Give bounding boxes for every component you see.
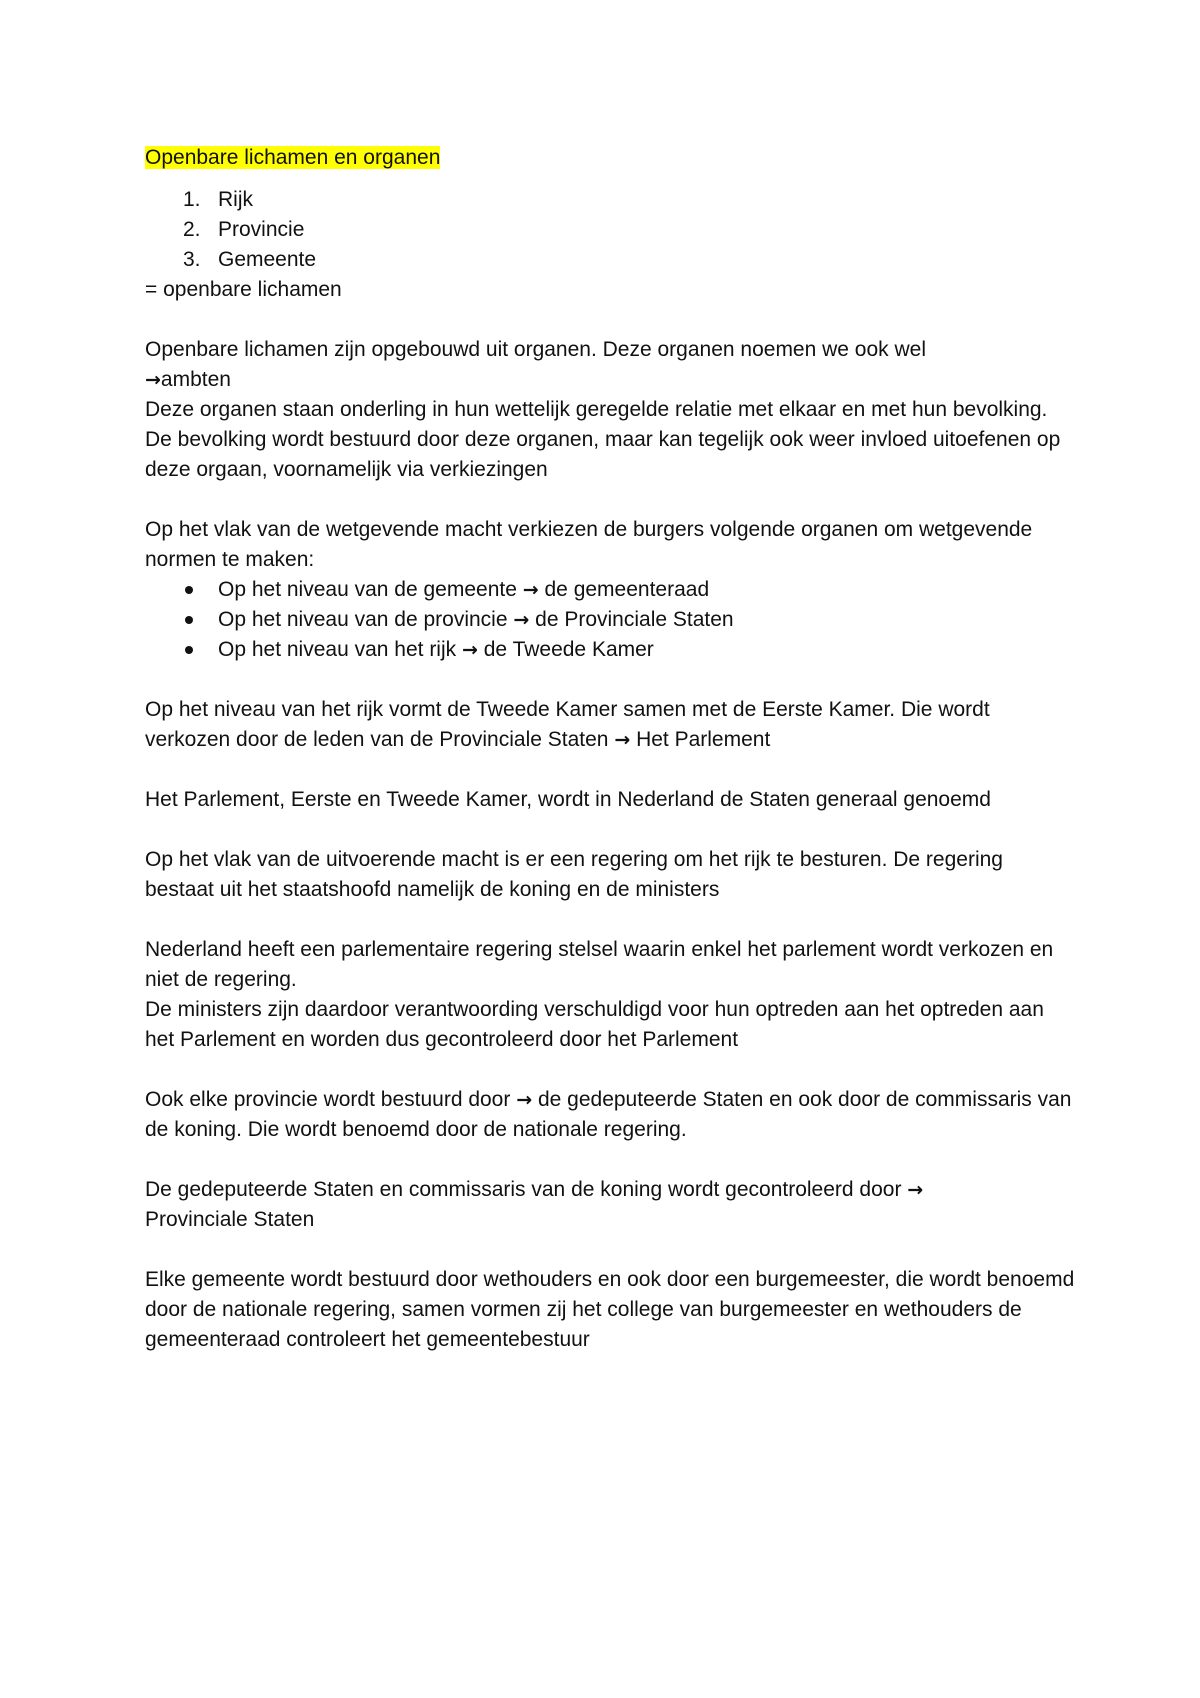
bullet-text: Op het niveau van de provincie — [218, 608, 508, 631]
paragraph-text: Ook elke provincie wordt bestuurd door — [145, 1088, 511, 1111]
paragraph-uitvoerende-macht: Op het vlak van de uitvoerende macht is er een regering om het rijk te besturen. De regering bestaat uit het staatshoofd namelijk de koning en de ministers — [145, 848, 1003, 901]
bullet-icon — [185, 616, 193, 624]
paragraph-text: de gedeputeerde Staten en ook door de commissaris van de koning. Die wordt benoemd door de nationale regering. — [145, 1088, 1072, 1141]
list-item — [145, 635, 1075, 665]
bullet-text: de gemeenteraad — [544, 578, 710, 601]
highlighted-title: Openbare lichamen en organen — [145, 146, 441, 169]
list-item — [145, 185, 1075, 215]
paragraph-text: Provinciale Staten — [145, 1208, 315, 1231]
list-number: 1. — [183, 188, 201, 211]
bullet-icon — [185, 646, 193, 654]
paragraph-regering-stelsel — [145, 935, 1075, 1055]
paragraph-provincie — [145, 1085, 1075, 1145]
arrow-icon: → — [614, 729, 631, 751]
bullet-text: Op het niveau van het rijk — [218, 638, 457, 661]
bullet-list — [145, 575, 1075, 665]
paragraph-text: De ministers zijn daardoor verantwoording verschuldigd voor hun optreden aan het optreden aan het Parlement en worden dus gecontroleerd door het Parlement — [145, 998, 1044, 1051]
arrow-icon: → — [907, 1179, 924, 1201]
arrow-icon: → — [145, 369, 161, 391]
numbered-list — [145, 185, 1075, 275]
paragraph-text: Het Parlement — [636, 728, 771, 751]
list-number: 2. — [183, 218, 201, 241]
paragraph-text: Op het niveau van het rijk vormt de Tweede Kamer samen met de Eerste Kamer. Die wordt verkozen door de leden van de Provinciale Staten — [145, 698, 990, 751]
list-item-text: Provincie — [218, 218, 305, 241]
list-item-text: Rijk — [218, 188, 253, 211]
arrow-icon: → — [522, 579, 539, 601]
paragraph-text: Nederland heeft een parlementaire regering stelsel waarin enkel het parlement wordt verkozen en niet de regering. — [145, 938, 1054, 991]
arrow-icon: → — [516, 1089, 533, 1111]
page-title — [145, 143, 1075, 173]
paragraph-text: ambten — [160, 368, 231, 391]
list-item — [145, 605, 1075, 635]
bullet-text: de Provinciale Staten — [535, 608, 734, 631]
bullet-text: Op het niveau van de gemeente — [218, 578, 517, 601]
list-item — [145, 575, 1075, 605]
paragraph-staten-generaal: Het Parlement, Eerste en Tweede Kamer, wordt in Nederland de Staten generaal genoemd — [145, 788, 991, 811]
arrow-icon: → — [513, 609, 530, 631]
paragraph-text: Deze organen staan onderling in hun wettelijk geregelde relatie met elkaar en met hun bevolking. De bevolking wordt bestuurd door deze organen, maar kan tegelijk ook weer invloed uitoefenen op deze orgaan, voornamelijk via verkiezingen — [145, 398, 1061, 481]
bullet-text: de Tweede Kamer — [483, 638, 654, 661]
paragraph-gedeputeerde-staten — [145, 1175, 1075, 1235]
document-body — [145, 143, 1075, 1355]
paragraph-text: Openbare lichamen zijn opgebouwd uit organen. Deze organen noemen we ook wel — [145, 338, 927, 361]
list-number: 3. — [183, 248, 201, 271]
paragraph-text: De gedeputeerde Staten en commissaris van de koning wordt gecontroleerd door — [145, 1178, 902, 1201]
bullet-icon — [185, 586, 193, 594]
list-item — [145, 215, 1075, 245]
paragraph-gemeente: Elke gemeente wordt bestuurd door wethouders en ook door een burgemeester, die wordt benoemd door de nationale regering, samen vormen zij het college van burgemeester en wethouders de gemeenteraad controleert het gemeentebestuur — [145, 1268, 1075, 1351]
list-summary: = openbare lichamen — [145, 278, 342, 301]
paragraph-parlement — [145, 695, 1075, 755]
paragraph-wetgevende-macht: Op het vlak van de wetgevende macht verkiezen de burgers volgende organen om wetgevende normen te maken: — [145, 518, 1033, 571]
paragraph-organen — [145, 335, 1075, 485]
arrow-icon: → — [461, 639, 478, 661]
list-item — [145, 245, 1075, 275]
list-item-text: Gemeente — [218, 248, 317, 271]
